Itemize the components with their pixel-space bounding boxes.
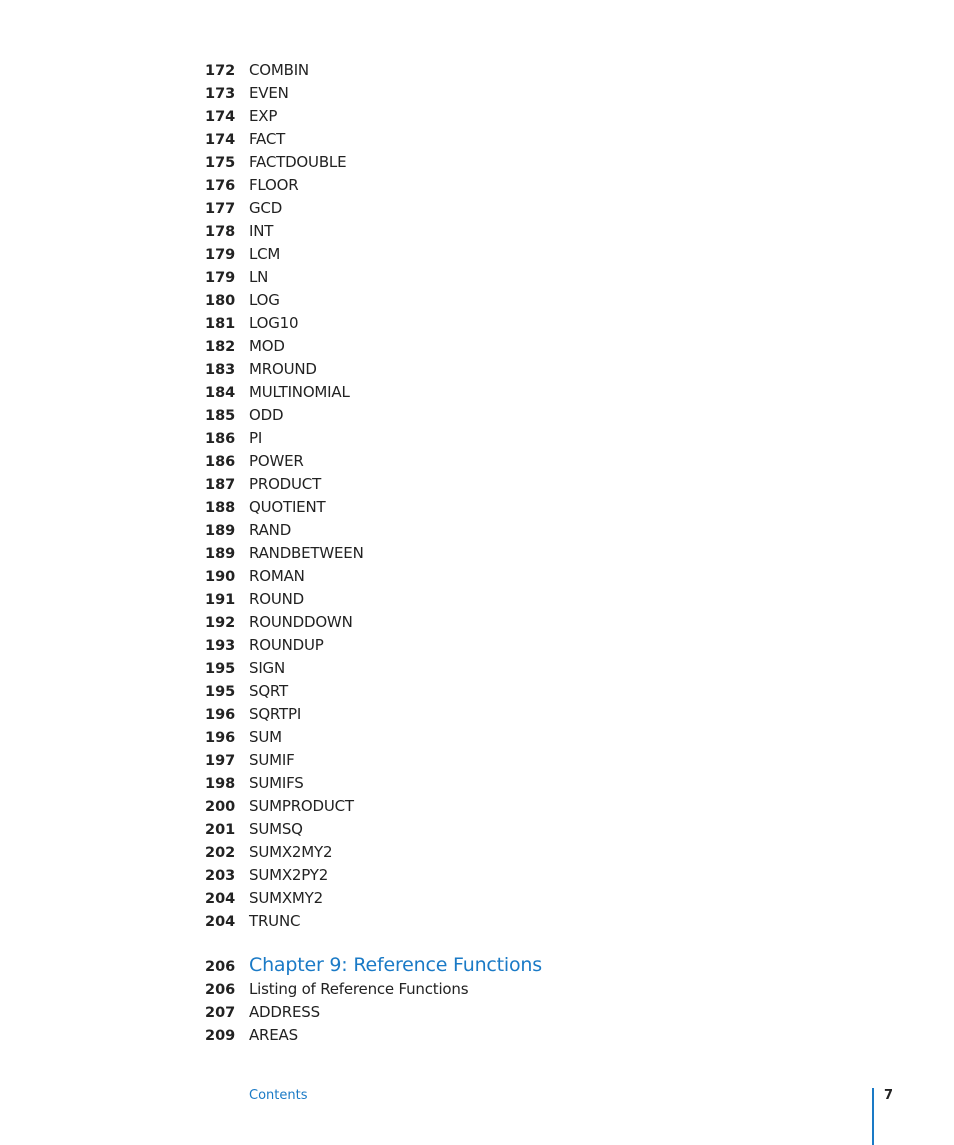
toc-entry-label[interactable]: FLOOR xyxy=(249,176,299,194)
toc-entry-label[interactable]: FACT xyxy=(249,130,286,148)
toc-page-number: 209 xyxy=(205,1028,236,1044)
toc-entry[interactable] xyxy=(205,519,805,542)
toc-entry[interactable] xyxy=(205,657,805,680)
toc-entry[interactable] xyxy=(205,1024,805,1047)
toc-entry-label[interactable]: FACTDOUBLE xyxy=(249,153,347,171)
toc-entry[interactable] xyxy=(205,634,805,657)
toc-entry[interactable] xyxy=(205,312,805,335)
toc-page-number: 196 xyxy=(205,730,236,746)
toc-entry-label[interactable]: SUM xyxy=(249,728,282,746)
toc-entry[interactable] xyxy=(205,841,805,864)
toc-page-number: 172 xyxy=(205,63,236,79)
toc-page-number: 178 xyxy=(205,224,236,240)
toc-entry[interactable] xyxy=(205,335,805,358)
toc-page-number: 184 xyxy=(205,385,236,401)
toc-entry-label[interactable]: RAND xyxy=(249,521,292,539)
toc-entry[interactable] xyxy=(205,82,805,105)
toc-entry[interactable] xyxy=(205,404,805,427)
toc-entry[interactable] xyxy=(205,864,805,887)
toc-entry-label[interactable]: LN xyxy=(249,268,269,286)
toc-page-number: 182 xyxy=(205,339,236,355)
toc-page-number: 190 xyxy=(205,569,236,585)
toc-entry-label[interactable]: ROUNDUP xyxy=(249,636,324,654)
toc-page-number: 179 xyxy=(205,247,236,263)
toc-page-number: 189 xyxy=(205,546,236,562)
toc-entry-label[interactable]: PRODUCT xyxy=(249,475,322,493)
toc-entry-label[interactable]: SUMXMY2 xyxy=(249,889,323,907)
table-of-contents xyxy=(205,59,805,1047)
toc-entry[interactable] xyxy=(205,680,805,703)
toc-page-number: 186 xyxy=(205,454,236,470)
toc-entry-label[interactable]: RANDBETWEEN xyxy=(249,544,364,562)
toc-entry-label[interactable]: TRUNC xyxy=(249,912,301,930)
toc-entry-label[interactable]: LCM xyxy=(249,245,281,263)
toc-entry[interactable] xyxy=(205,542,805,565)
toc-entry[interactable] xyxy=(205,105,805,128)
toc-page-number: 204 xyxy=(205,914,236,930)
toc-page-number: 203 xyxy=(205,868,236,884)
toc-entry[interactable] xyxy=(205,1001,805,1024)
toc-entry-label[interactable]: MULTINOMIAL xyxy=(249,383,350,401)
toc-entry[interactable] xyxy=(205,496,805,519)
toc-entry[interactable] xyxy=(205,910,805,933)
toc-entry-label[interactable]: SUMX2MY2 xyxy=(249,843,333,861)
toc-entry[interactable] xyxy=(205,289,805,312)
footer-rule xyxy=(872,1088,874,1145)
toc-entry-label[interactable]: AREAS xyxy=(249,1026,298,1044)
toc-entry-label[interactable]: SUMX2PY2 xyxy=(249,866,329,884)
toc-entry[interactable] xyxy=(205,978,805,1001)
toc-entries-list xyxy=(205,59,805,933)
toc-page-number: 187 xyxy=(205,477,236,493)
toc-entry[interactable] xyxy=(205,749,805,772)
toc-page-number: 196 xyxy=(205,707,236,723)
toc-entry[interactable] xyxy=(205,427,805,450)
toc-entry-label[interactable]: GCD xyxy=(249,199,283,217)
toc-page-number: 177 xyxy=(205,201,236,217)
toc-entry[interactable] xyxy=(205,266,805,289)
toc-page-number: 195 xyxy=(205,661,236,677)
toc-entry-label[interactable]: SQRTPI xyxy=(249,705,302,723)
toc-entry-label[interactable]: LOG10 xyxy=(249,314,299,332)
toc-page-number: 183 xyxy=(205,362,236,378)
toc-page-number: 200 xyxy=(205,799,236,815)
toc-entry[interactable] xyxy=(205,818,805,841)
toc-entry-label[interactable]: SQRT xyxy=(249,682,289,700)
toc-page-number: 207 xyxy=(205,1005,236,1021)
toc-entry-label[interactable]: ODD xyxy=(249,406,284,424)
toc-entry[interactable] xyxy=(205,174,805,197)
chapter-title[interactable]: Chapter 9: Reference Functions xyxy=(249,954,542,976)
toc-page-number: 204 xyxy=(205,891,236,907)
toc-page-number: 206 xyxy=(205,982,236,998)
toc-entry-label[interactable]: EXP xyxy=(249,107,278,125)
toc-entry[interactable] xyxy=(205,381,805,404)
toc-entry[interactable] xyxy=(205,151,805,174)
toc-page-number: 185 xyxy=(205,408,236,424)
toc-entry-label[interactable]: ROMAN xyxy=(249,567,305,585)
toc-entry[interactable] xyxy=(205,358,805,381)
toc-entry[interactable] xyxy=(205,795,805,818)
toc-page-number: 201 xyxy=(205,822,236,838)
toc-entry[interactable] xyxy=(205,450,805,473)
toc-entry[interactable] xyxy=(205,726,805,749)
toc-page-number: 191 xyxy=(205,592,236,608)
toc-entry[interactable] xyxy=(205,243,805,266)
toc-page-number: 202 xyxy=(205,845,236,861)
toc-entry-label[interactable]: LOG xyxy=(249,291,280,309)
toc-entry-label[interactable]: POWER xyxy=(249,452,304,470)
toc-entry-label[interactable]: INT xyxy=(249,222,274,240)
toc-entry[interactable] xyxy=(205,703,805,726)
toc-entry-label[interactable]: PI xyxy=(249,429,263,447)
toc-page-number: 179 xyxy=(205,270,236,286)
toc-entry[interactable] xyxy=(205,220,805,243)
toc-page-number: 197 xyxy=(205,753,236,769)
footer-page-number: 7 xyxy=(884,1088,894,1103)
toc-entry[interactable] xyxy=(205,887,805,910)
toc-entry-label[interactable]: COMBIN xyxy=(249,61,309,79)
footer-section-label[interactable]: Contents xyxy=(249,1088,308,1103)
toc-entry-label[interactable]: SUMIF xyxy=(249,751,295,769)
toc-entry-label[interactable]: ADDRESS xyxy=(249,1003,320,1021)
toc-entry-label[interactable]: ROUNDDOWN xyxy=(249,613,353,631)
toc-entry-label[interactable]: MROUND xyxy=(249,360,317,378)
toc-entry-label[interactable]: EVEN xyxy=(249,84,289,102)
toc-page-number: 186 xyxy=(205,431,236,447)
toc-entry[interactable] xyxy=(205,565,805,588)
toc-entry-label[interactable]: SUMPRODUCT xyxy=(249,797,354,815)
toc-entry-label[interactable]: SUMIFS xyxy=(249,774,304,792)
toc-entry[interactable] xyxy=(205,128,805,151)
toc-entry-label[interactable]: SIGN xyxy=(249,659,285,677)
toc-entry-label[interactable]: SUMSQ xyxy=(249,820,303,838)
toc-page-number: 189 xyxy=(205,523,236,539)
toc-page-number: 188 xyxy=(205,500,236,516)
toc-page-number: 180 xyxy=(205,293,236,309)
toc-page-number: 175 xyxy=(205,155,236,171)
chapter-page-number: 206 xyxy=(205,959,236,975)
toc-page-number: 192 xyxy=(205,615,236,631)
toc-page-number: 176 xyxy=(205,178,236,194)
toc-page-number: 174 xyxy=(205,109,236,125)
toc-entry[interactable] xyxy=(205,611,805,634)
toc-entry-label[interactable]: ROUND xyxy=(249,590,304,608)
toc-page-number: 174 xyxy=(205,132,236,148)
toc-page-number: 198 xyxy=(205,776,236,792)
toc-page-number: 193 xyxy=(205,638,236,654)
toc-page-number: 181 xyxy=(205,316,236,332)
toc-page-number: 195 xyxy=(205,684,236,700)
toc-entry-label[interactable]: QUOTIENT xyxy=(249,498,326,516)
toc-entry-label[interactable]: Listing of Reference Functions xyxy=(249,980,469,998)
toc-entry[interactable] xyxy=(205,588,805,611)
toc-entry[interactable] xyxy=(205,197,805,220)
chapter-entries-list xyxy=(205,978,805,1047)
toc-entry[interactable] xyxy=(205,59,805,82)
toc-entry-label[interactable]: MOD xyxy=(249,337,285,355)
toc-entry[interactable] xyxy=(205,772,805,795)
toc-entry[interactable] xyxy=(205,473,805,496)
toc-chapter-heading[interactable] xyxy=(205,952,805,978)
toc-page-number: 173 xyxy=(205,86,236,102)
